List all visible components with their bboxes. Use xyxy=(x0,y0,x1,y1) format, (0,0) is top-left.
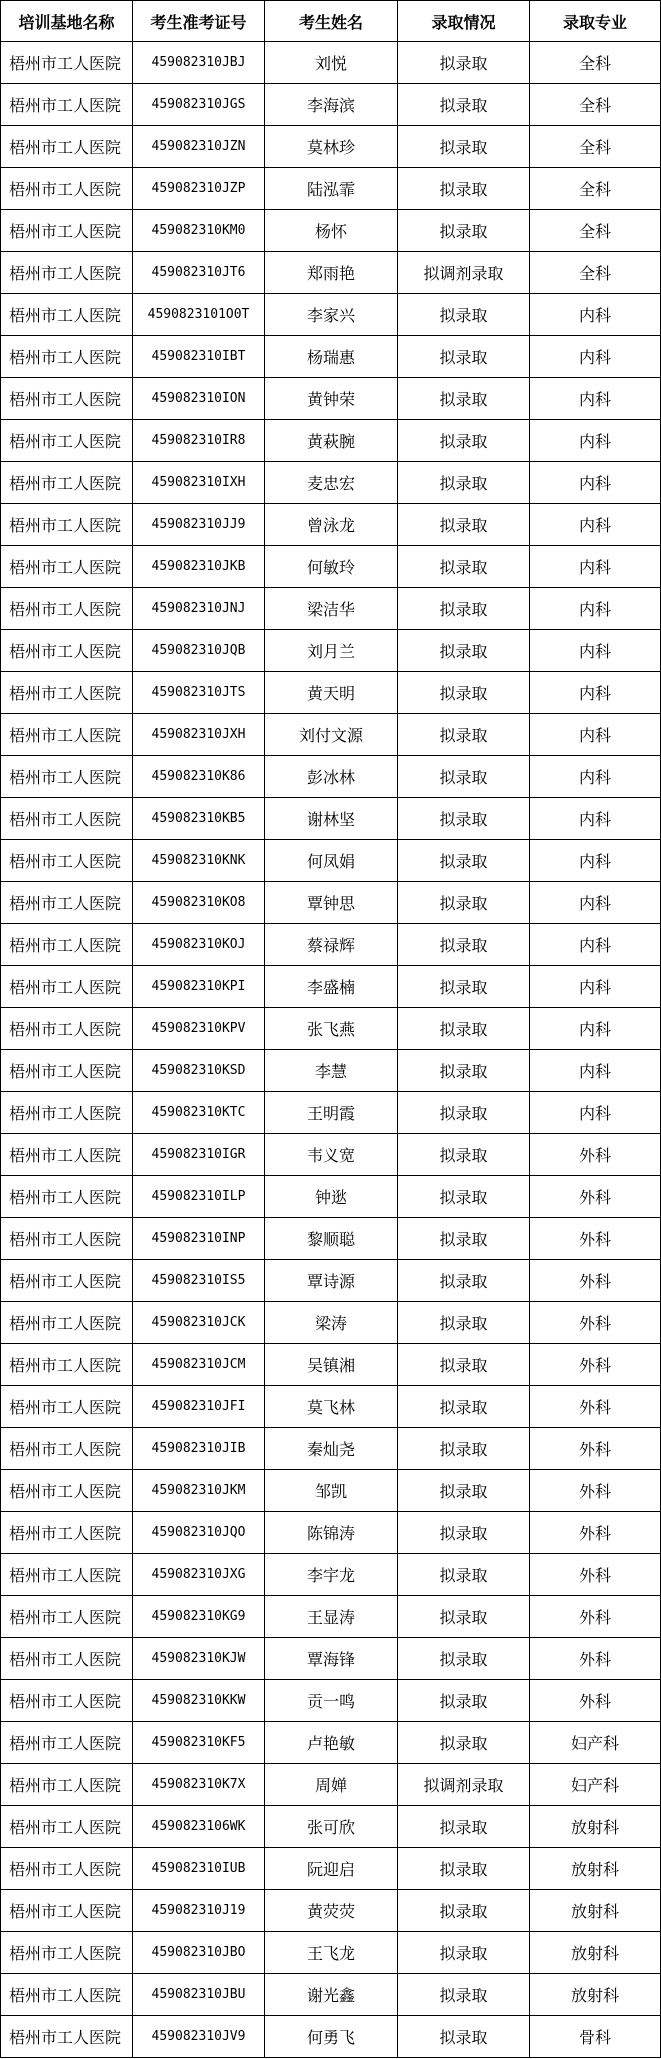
cell-training-base: 梧州市工人医院 xyxy=(1,546,133,588)
cell-admission-major: 放射科 xyxy=(530,1974,661,2016)
cell-training-base: 梧州市工人医院 xyxy=(1,1092,133,1134)
cell-candidate-name: 李家兴 xyxy=(265,294,398,336)
table-row xyxy=(1,1134,661,1176)
cell-candidate-name: 韦义宽 xyxy=(265,1134,398,1176)
cell-admission-status: 拟录取 xyxy=(398,882,530,924)
cell-admission-status: 拟录取 xyxy=(398,336,530,378)
cell-admission-status: 拟录取 xyxy=(398,210,530,252)
cell-admission-status: 拟录取 xyxy=(398,1386,530,1428)
cell-admission-major: 内科 xyxy=(530,714,661,756)
cell-admission-major: 内科 xyxy=(530,378,661,420)
cell-training-base: 梧州市工人医院 xyxy=(1,504,133,546)
cell-admission-major: 外科 xyxy=(530,1134,661,1176)
cell-training-base: 梧州市工人医院 xyxy=(1,1008,133,1050)
cell-admission-status: 拟录取 xyxy=(398,630,530,672)
table-row xyxy=(1,1806,661,1848)
cell-admission-status: 拟录取 xyxy=(398,2016,530,2058)
cell-admission-major: 内科 xyxy=(530,966,661,1008)
table-row xyxy=(1,840,661,882)
cell-admission-status: 拟录取 xyxy=(398,1512,530,1554)
cell-training-base: 梧州市工人医院 xyxy=(1,42,133,84)
cell-training-base: 梧州市工人医院 xyxy=(1,1470,133,1512)
cell-candidate-name: 莫林珍 xyxy=(265,126,398,168)
cell-exam-number: 459082310KF5 xyxy=(133,1722,265,1764)
cell-admission-major: 外科 xyxy=(530,1680,661,1722)
cell-admission-major: 全科 xyxy=(530,252,661,294)
cell-admission-major: 内科 xyxy=(530,294,661,336)
cell-admission-status: 拟录取 xyxy=(398,1008,530,1050)
cell-admission-status: 拟录取 xyxy=(398,126,530,168)
cell-admission-status: 拟录取 xyxy=(398,294,530,336)
cell-exam-number: 459082310KG9 xyxy=(133,1596,265,1638)
cell-admission-major: 外科 xyxy=(530,1638,661,1680)
table-row xyxy=(1,1722,661,1764)
cell-admission-major: 外科 xyxy=(530,1386,661,1428)
cell-training-base: 梧州市工人医院 xyxy=(1,2016,133,2058)
cell-exam-number: 459082310KSD xyxy=(133,1050,265,1092)
cell-exam-number: 459082310K7X xyxy=(133,1764,265,1806)
table-row xyxy=(1,1974,661,2016)
cell-candidate-name: 杨怀 xyxy=(265,210,398,252)
cell-candidate-name: 钟逖 xyxy=(265,1176,398,1218)
cell-exam-number: 459082310JGS xyxy=(133,84,265,126)
cell-admission-status: 拟录取 xyxy=(398,1344,530,1386)
cell-candidate-name: 黎顺聪 xyxy=(265,1218,398,1260)
cell-candidate-name: 王显涛 xyxy=(265,1596,398,1638)
cell-admission-major: 外科 xyxy=(530,1596,661,1638)
table-row xyxy=(1,1932,661,1974)
cell-exam-number: 459082310IBT xyxy=(133,336,265,378)
cell-admission-status: 拟录取 xyxy=(398,756,530,798)
cell-candidate-name: 黄天明 xyxy=(265,672,398,714)
cell-admission-status: 拟录取 xyxy=(398,42,530,84)
cell-training-base: 梧州市工人医院 xyxy=(1,1176,133,1218)
cell-training-base: 梧州市工人医院 xyxy=(1,1050,133,1092)
cell-admission-status: 拟录取 xyxy=(398,672,530,714)
cell-training-base: 梧州市工人医院 xyxy=(1,1764,133,1806)
cell-exam-number: 459082310JV9 xyxy=(133,2016,265,2058)
cell-exam-number: 459082310JKM xyxy=(133,1470,265,1512)
cell-candidate-name: 谢光鑫 xyxy=(265,1974,398,2016)
cell-exam-number: 459082310ION xyxy=(133,378,265,420)
table-row xyxy=(1,1764,661,1806)
cell-exam-number: 459082310IR8 xyxy=(133,420,265,462)
cell-candidate-name: 莫飞林 xyxy=(265,1386,398,1428)
table-row xyxy=(1,1470,661,1512)
cell-training-base: 梧州市工人医院 xyxy=(1,168,133,210)
cell-admission-status: 拟录取 xyxy=(398,1638,530,1680)
table-row xyxy=(1,84,661,126)
cell-admission-major: 外科 xyxy=(530,1176,661,1218)
cell-admission-status: 拟录取 xyxy=(398,1260,530,1302)
cell-admission-major: 外科 xyxy=(530,1470,661,1512)
cell-candidate-name: 王明霞 xyxy=(265,1092,398,1134)
cell-exam-number: 459082310JQO xyxy=(133,1512,265,1554)
cell-exam-number: 459082310JBU xyxy=(133,1974,265,2016)
cell-training-base: 梧州市工人医院 xyxy=(1,672,133,714)
table-row xyxy=(1,714,661,756)
cell-training-base: 梧州市工人医院 xyxy=(1,294,133,336)
cell-admission-major: 妇产科 xyxy=(530,1764,661,1806)
table-row xyxy=(1,546,661,588)
cell-candidate-name: 秦灿尧 xyxy=(265,1428,398,1470)
cell-exam-number: 459082310IUB xyxy=(133,1848,265,1890)
table-body xyxy=(1,42,661,2058)
cell-candidate-name: 陆泓霏 xyxy=(265,168,398,210)
cell-training-base: 梧州市工人医院 xyxy=(1,252,133,294)
cell-admission-major: 全科 xyxy=(530,42,661,84)
cell-admission-major: 全科 xyxy=(530,126,661,168)
cell-exam-number: 459082310JXH xyxy=(133,714,265,756)
cell-admission-major: 放射科 xyxy=(530,1848,661,1890)
cell-admission-status: 拟录取 xyxy=(398,1932,530,1974)
cell-admission-status: 拟录取 xyxy=(398,1890,530,1932)
cell-training-base: 梧州市工人医院 xyxy=(1,1638,133,1680)
cell-training-base: 梧州市工人医院 xyxy=(1,1302,133,1344)
cell-training-base: 梧州市工人医院 xyxy=(1,798,133,840)
table-row xyxy=(1,1638,661,1680)
cell-candidate-name: 何勇飞 xyxy=(265,2016,398,2058)
cell-exam-number: 459082310IXH xyxy=(133,462,265,504)
cell-admission-status: 拟录取 xyxy=(398,1050,530,1092)
cell-training-base: 梧州市工人医院 xyxy=(1,420,133,462)
cell-exam-number: 459082310JT6 xyxy=(133,252,265,294)
cell-admission-major: 内科 xyxy=(530,882,661,924)
cell-candidate-name: 陈锦涛 xyxy=(265,1512,398,1554)
cell-exam-number: 459082310IS5 xyxy=(133,1260,265,1302)
cell-exam-number: 459082310JCM xyxy=(133,1344,265,1386)
cell-admission-status: 拟录取 xyxy=(398,966,530,1008)
cell-exam-number: 459082310KM0 xyxy=(133,210,265,252)
table-row xyxy=(1,1092,661,1134)
cell-candidate-name: 梁洁华 xyxy=(265,588,398,630)
table-row xyxy=(1,798,661,840)
cell-training-base: 梧州市工人医院 xyxy=(1,588,133,630)
cell-candidate-name: 彭冰林 xyxy=(265,756,398,798)
cell-training-base: 梧州市工人医院 xyxy=(1,1722,133,1764)
cell-admission-major: 内科 xyxy=(530,924,661,966)
cell-candidate-name: 张飞燕 xyxy=(265,1008,398,1050)
table-row xyxy=(1,210,661,252)
table-row xyxy=(1,1050,661,1092)
table-row xyxy=(1,1344,661,1386)
cell-candidate-name: 郑雨艳 xyxy=(265,252,398,294)
cell-exam-number: 459082310KKW xyxy=(133,1680,265,1722)
cell-admission-status: 拟录取 xyxy=(398,168,530,210)
cell-exam-number: 459082310JFI xyxy=(133,1386,265,1428)
cell-admission-major: 外科 xyxy=(530,1344,661,1386)
cell-exam-number: 459082310JNJ xyxy=(133,588,265,630)
table-row xyxy=(1,420,661,462)
cell-admission-status: 拟录取 xyxy=(398,1596,530,1638)
cell-candidate-name: 周婵 xyxy=(265,1764,398,1806)
cell-admission-major: 内科 xyxy=(530,1092,661,1134)
header-admission-status: 录取情况 xyxy=(398,1,530,42)
cell-candidate-name: 张可欣 xyxy=(265,1806,398,1848)
cell-admission-major: 妇产科 xyxy=(530,1722,661,1764)
cell-candidate-name: 卢艳敏 xyxy=(265,1722,398,1764)
cell-admission-major: 全科 xyxy=(530,210,661,252)
cell-admission-major: 内科 xyxy=(530,672,661,714)
cell-candidate-name: 梁涛 xyxy=(265,1302,398,1344)
cell-admission-major: 外科 xyxy=(530,1512,661,1554)
table-row xyxy=(1,882,661,924)
cell-admission-status: 拟录取 xyxy=(398,798,530,840)
cell-training-base: 梧州市工人医院 xyxy=(1,1554,133,1596)
cell-candidate-name: 杨瑞惠 xyxy=(265,336,398,378)
cell-candidate-name: 刘月兰 xyxy=(265,630,398,672)
table-row xyxy=(1,1008,661,1050)
cell-admission-status: 拟录取 xyxy=(398,1722,530,1764)
cell-training-base: 梧州市工人医院 xyxy=(1,1932,133,1974)
cell-admission-status: 拟录取 xyxy=(398,378,530,420)
cell-admission-major: 内科 xyxy=(530,588,661,630)
table-row xyxy=(1,1890,661,1932)
cell-training-base: 梧州市工人医院 xyxy=(1,1344,133,1386)
cell-training-base: 梧州市工人医院 xyxy=(1,1680,133,1722)
cell-candidate-name: 吴镇湘 xyxy=(265,1344,398,1386)
table-row xyxy=(1,2016,661,2058)
cell-exam-number: 459082310JBO xyxy=(133,1932,265,1974)
cell-training-base: 梧州市工人医院 xyxy=(1,840,133,882)
cell-exam-number: 459082310JZN xyxy=(133,126,265,168)
table-row xyxy=(1,462,661,504)
cell-exam-number: 459082310JCK xyxy=(133,1302,265,1344)
header-training-base: 培训基地名称 xyxy=(1,1,133,42)
cell-training-base: 梧州市工人医院 xyxy=(1,1890,133,1932)
cell-candidate-name: 蔡禄辉 xyxy=(265,924,398,966)
cell-candidate-name: 刘悦 xyxy=(265,42,398,84)
cell-admission-status: 拟录取 xyxy=(398,1302,530,1344)
table-row xyxy=(1,588,661,630)
cell-admission-major: 放射科 xyxy=(530,1890,661,1932)
cell-candidate-name: 邹凯 xyxy=(265,1470,398,1512)
cell-exam-number: 459082310ILP xyxy=(133,1176,265,1218)
cell-training-base: 梧州市工人医院 xyxy=(1,1134,133,1176)
table-row xyxy=(1,1260,661,1302)
table-row xyxy=(1,756,661,798)
cell-candidate-name: 黄钟荣 xyxy=(265,378,398,420)
header-row xyxy=(1,1,661,42)
cell-training-base: 梧州市工人医院 xyxy=(1,1806,133,1848)
cell-training-base: 梧州市工人医院 xyxy=(1,924,133,966)
cell-admission-status: 拟录取 xyxy=(398,588,530,630)
cell-admission-major: 内科 xyxy=(530,756,661,798)
cell-admission-major: 外科 xyxy=(530,1260,661,1302)
cell-exam-number: 459082310JQB xyxy=(133,630,265,672)
cell-exam-number: 459082310KOJ xyxy=(133,924,265,966)
table-row xyxy=(1,924,661,966)
table-row xyxy=(1,1176,661,1218)
cell-exam-number: 4590823101O0T xyxy=(133,294,265,336)
cell-training-base: 梧州市工人医院 xyxy=(1,882,133,924)
cell-admission-major: 内科 xyxy=(530,504,661,546)
cell-training-base: 梧州市工人医院 xyxy=(1,84,133,126)
cell-admission-major: 全科 xyxy=(530,168,661,210)
cell-exam-number: 459082310KB5 xyxy=(133,798,265,840)
header-candidate-name: 考生姓名 xyxy=(265,1,398,42)
cell-candidate-name: 麦忠宏 xyxy=(265,462,398,504)
cell-training-base: 梧州市工人医院 xyxy=(1,1974,133,2016)
cell-admission-status: 拟录取 xyxy=(398,1218,530,1260)
cell-candidate-name: 黄荧荧 xyxy=(265,1890,398,1932)
cell-admission-status: 拟录取 xyxy=(398,420,530,462)
table-row xyxy=(1,1596,661,1638)
cell-candidate-name: 黄萩腕 xyxy=(265,420,398,462)
table-row xyxy=(1,630,661,672)
cell-training-base: 梧州市工人医院 xyxy=(1,1386,133,1428)
cell-admission-status: 拟录取 xyxy=(398,1176,530,1218)
cell-admission-major: 内科 xyxy=(530,1008,661,1050)
cell-exam-number: 459082310KPV xyxy=(133,1008,265,1050)
table-row xyxy=(1,252,661,294)
cell-admission-major: 外科 xyxy=(530,1428,661,1470)
cell-admission-major: 内科 xyxy=(530,462,661,504)
cell-exam-number: 459082310JBJ xyxy=(133,42,265,84)
cell-admission-status: 拟录取 xyxy=(398,1470,530,1512)
cell-admission-major: 全科 xyxy=(530,84,661,126)
cell-candidate-name: 李慧 xyxy=(265,1050,398,1092)
table-row xyxy=(1,378,661,420)
cell-training-base: 梧州市工人医院 xyxy=(1,1512,133,1554)
cell-exam-number: 459082310KNK xyxy=(133,840,265,882)
cell-admission-major: 外科 xyxy=(530,1554,661,1596)
cell-admission-major: 内科 xyxy=(530,798,661,840)
cell-exam-number: 459082310KO8 xyxy=(133,882,265,924)
cell-admission-status: 拟录取 xyxy=(398,840,530,882)
cell-training-base: 梧州市工人医院 xyxy=(1,1428,133,1470)
cell-admission-major: 内科 xyxy=(530,840,661,882)
cell-candidate-name: 何凤娟 xyxy=(265,840,398,882)
table-row xyxy=(1,336,661,378)
table-row xyxy=(1,1554,661,1596)
header-exam-number: 考生准考证号 xyxy=(133,1,265,42)
header-admission-major: 录取专业 xyxy=(530,1,661,42)
cell-candidate-name: 覃诗源 xyxy=(265,1260,398,1302)
cell-admission-status: 拟录取 xyxy=(398,1428,530,1470)
cell-training-base: 梧州市工人医院 xyxy=(1,378,133,420)
cell-training-base: 梧州市工人医院 xyxy=(1,126,133,168)
cell-admission-status: 拟录取 xyxy=(398,546,530,588)
cell-exam-number: 459082310JTS xyxy=(133,672,265,714)
cell-training-base: 梧州市工人医院 xyxy=(1,336,133,378)
table-row xyxy=(1,126,661,168)
cell-candidate-name: 谢林坚 xyxy=(265,798,398,840)
cell-candidate-name: 李盛楠 xyxy=(265,966,398,1008)
cell-exam-number: 459082310KPI xyxy=(133,966,265,1008)
cell-exam-number: 459082310JJ9 xyxy=(133,504,265,546)
cell-admission-status: 拟录取 xyxy=(398,1848,530,1890)
cell-admission-status: 拟录取 xyxy=(398,924,530,966)
cell-admission-status: 拟录取 xyxy=(398,462,530,504)
table-row xyxy=(1,1512,661,1554)
cell-exam-number: 459082310J19 xyxy=(133,1890,265,1932)
table-row xyxy=(1,1848,661,1890)
cell-candidate-name: 李宇龙 xyxy=(265,1554,398,1596)
cell-training-base: 梧州市工人医院 xyxy=(1,210,133,252)
cell-training-base: 梧州市工人医院 xyxy=(1,756,133,798)
cell-training-base: 梧州市工人医院 xyxy=(1,1596,133,1638)
cell-candidate-name: 王飞龙 xyxy=(265,1932,398,1974)
cell-exam-number: 459082310K86 xyxy=(133,756,265,798)
table-row xyxy=(1,504,661,546)
cell-admission-major: 骨科 xyxy=(530,2016,661,2058)
cell-admission-major: 外科 xyxy=(530,1218,661,1260)
cell-training-base: 梧州市工人医院 xyxy=(1,1260,133,1302)
cell-admission-status: 拟录取 xyxy=(398,84,530,126)
cell-candidate-name: 覃钟思 xyxy=(265,882,398,924)
cell-admission-major: 内科 xyxy=(530,336,661,378)
table-row xyxy=(1,1428,661,1470)
cell-admission-major: 放射科 xyxy=(530,1806,661,1848)
cell-admission-status: 拟录取 xyxy=(398,1974,530,2016)
cell-exam-number: 459082310JIB xyxy=(133,1428,265,1470)
cell-candidate-name: 曾泳龙 xyxy=(265,504,398,546)
cell-candidate-name: 覃海锋 xyxy=(265,1638,398,1680)
cell-admission-status: 拟录取 xyxy=(398,1806,530,1848)
cell-training-base: 梧州市工人医院 xyxy=(1,1848,133,1890)
cell-exam-number: 459082310JZP xyxy=(133,168,265,210)
cell-exam-number: 459082310JKB xyxy=(133,546,265,588)
cell-training-base: 梧州市工人医院 xyxy=(1,1218,133,1260)
table-row xyxy=(1,1680,661,1722)
cell-training-base: 梧州市工人医院 xyxy=(1,630,133,672)
cell-exam-number: 459082310INP xyxy=(133,1218,265,1260)
table-row xyxy=(1,966,661,1008)
cell-admission-major: 内科 xyxy=(530,420,661,462)
cell-admission-major: 内科 xyxy=(530,546,661,588)
cell-exam-number: 459082310IGR xyxy=(133,1134,265,1176)
cell-training-base: 梧州市工人医院 xyxy=(1,966,133,1008)
cell-admission-status: 拟录取 xyxy=(398,504,530,546)
cell-candidate-name: 李海滨 xyxy=(265,84,398,126)
cell-admission-status: 拟调剂录取 xyxy=(398,1764,530,1806)
cell-exam-number: 459082310JXG xyxy=(133,1554,265,1596)
cell-candidate-name: 何敏玲 xyxy=(265,546,398,588)
table-row xyxy=(1,168,661,210)
cell-admission-major: 外科 xyxy=(530,1302,661,1344)
cell-candidate-name: 贡一鸣 xyxy=(265,1680,398,1722)
table-row xyxy=(1,1302,661,1344)
cell-admission-status: 拟录取 xyxy=(398,1680,530,1722)
table-row xyxy=(1,42,661,84)
cell-candidate-name: 阮迎启 xyxy=(265,1848,398,1890)
cell-admission-major: 内科 xyxy=(530,630,661,672)
table-row xyxy=(1,1386,661,1428)
cell-training-base: 梧州市工人医院 xyxy=(1,714,133,756)
cell-exam-number: 4590823106WK xyxy=(133,1806,265,1848)
table-row xyxy=(1,672,661,714)
cell-admission-major: 放射科 xyxy=(530,1932,661,1974)
cell-candidate-name: 刘付文源 xyxy=(265,714,398,756)
cell-admission-status: 拟录取 xyxy=(398,1092,530,1134)
cell-admission-status: 拟调剂录取 xyxy=(398,252,530,294)
cell-exam-number: 459082310KTC xyxy=(133,1092,265,1134)
table-row xyxy=(1,1218,661,1260)
cell-admission-major: 内科 xyxy=(530,1050,661,1092)
cell-admission-status: 拟录取 xyxy=(398,1554,530,1596)
cell-admission-status: 拟录取 xyxy=(398,714,530,756)
table-row xyxy=(1,294,661,336)
cell-training-base: 梧州市工人医院 xyxy=(1,462,133,504)
cell-exam-number: 459082310KJW xyxy=(133,1638,265,1680)
cell-admission-status: 拟录取 xyxy=(398,1134,530,1176)
